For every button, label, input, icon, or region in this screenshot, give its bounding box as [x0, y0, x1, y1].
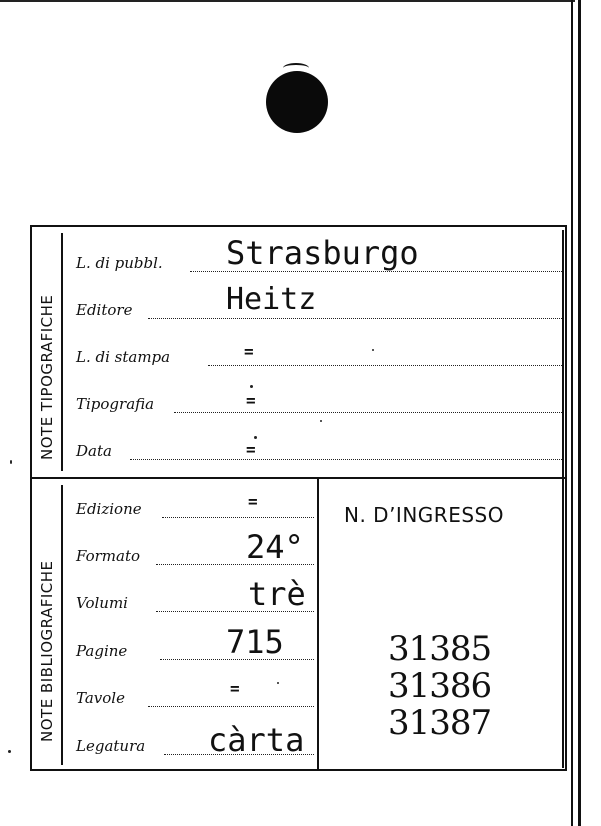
punch-hole: [266, 71, 328, 133]
paper-speck: [277, 682, 279, 684]
field-value: =: [246, 391, 256, 410]
tipografiche-bar: [61, 233, 63, 471]
card-right-edge: [571, 0, 573, 826]
paper-speck: [250, 385, 253, 388]
section-label-tipografiche: NOTE TIPOGRAFICHE: [38, 294, 56, 460]
section-divider: [32, 477, 565, 479]
field-value: =: [246, 440, 256, 459]
ingresso-number: 31386: [388, 666, 492, 706]
field-value: 24°: [246, 528, 304, 566]
field-label: Edizione: [76, 500, 142, 518]
field-luogo-pubblicazione: [76, 234, 562, 276]
field-value: trè: [248, 575, 306, 613]
field-label: Legatura: [76, 737, 146, 755]
field-value: Heitz: [226, 282, 317, 317]
card-top-edge: [0, 0, 575, 2]
field-label: Tipografia: [76, 395, 155, 413]
field-editore: [76, 282, 562, 323]
field-legatura: [76, 721, 314, 759]
field-value: 715: [226, 623, 284, 661]
field-value: =: [244, 342, 254, 361]
field-value: càrta: [208, 721, 305, 759]
ingresso-divider: [317, 479, 319, 769]
field-label: Formato: [76, 547, 141, 565]
paper-speck: [372, 349, 374, 351]
field-data: [76, 438, 562, 464]
field-label: Editore: [76, 301, 133, 319]
field-value: =: [248, 492, 258, 511]
ingresso-number: 31385: [388, 629, 492, 669]
field-tavole: [76, 679, 314, 711]
field-label: Data: [76, 442, 112, 460]
field-volumi: [76, 575, 314, 616]
field-label: L. di stampa: [76, 348, 171, 366]
field-luogo-stampa: [76, 344, 562, 370]
paper-speck: [320, 420, 322, 422]
field-value: Strasburgo: [226, 234, 419, 272]
ingresso-title: N. D’INGRESSO: [344, 503, 504, 527]
field-label: Volumi: [76, 594, 128, 612]
field-label: L. di pubbl.: [76, 254, 163, 272]
bibliografiche-bar: [61, 485, 63, 765]
field-edizione: [76, 492, 314, 522]
paper-speck: [10, 460, 12, 464]
frame-inner-line: [562, 230, 564, 768]
field-pagine: [76, 623, 314, 664]
field-tipografia: [76, 391, 562, 417]
paper-speck: [254, 436, 257, 439]
field-label: Tavole: [76, 689, 125, 707]
field-label: Pagine: [76, 642, 128, 660]
field-formato: [76, 528, 314, 569]
section-label-bibliografiche: NOTE BIBLIOGRAFICHE: [38, 560, 56, 742]
field-value: =: [230, 679, 240, 698]
ingresso-number: 31387: [388, 703, 492, 743]
card-right-edge-outer: [578, 0, 581, 826]
paper-speck: [8, 750, 11, 753]
